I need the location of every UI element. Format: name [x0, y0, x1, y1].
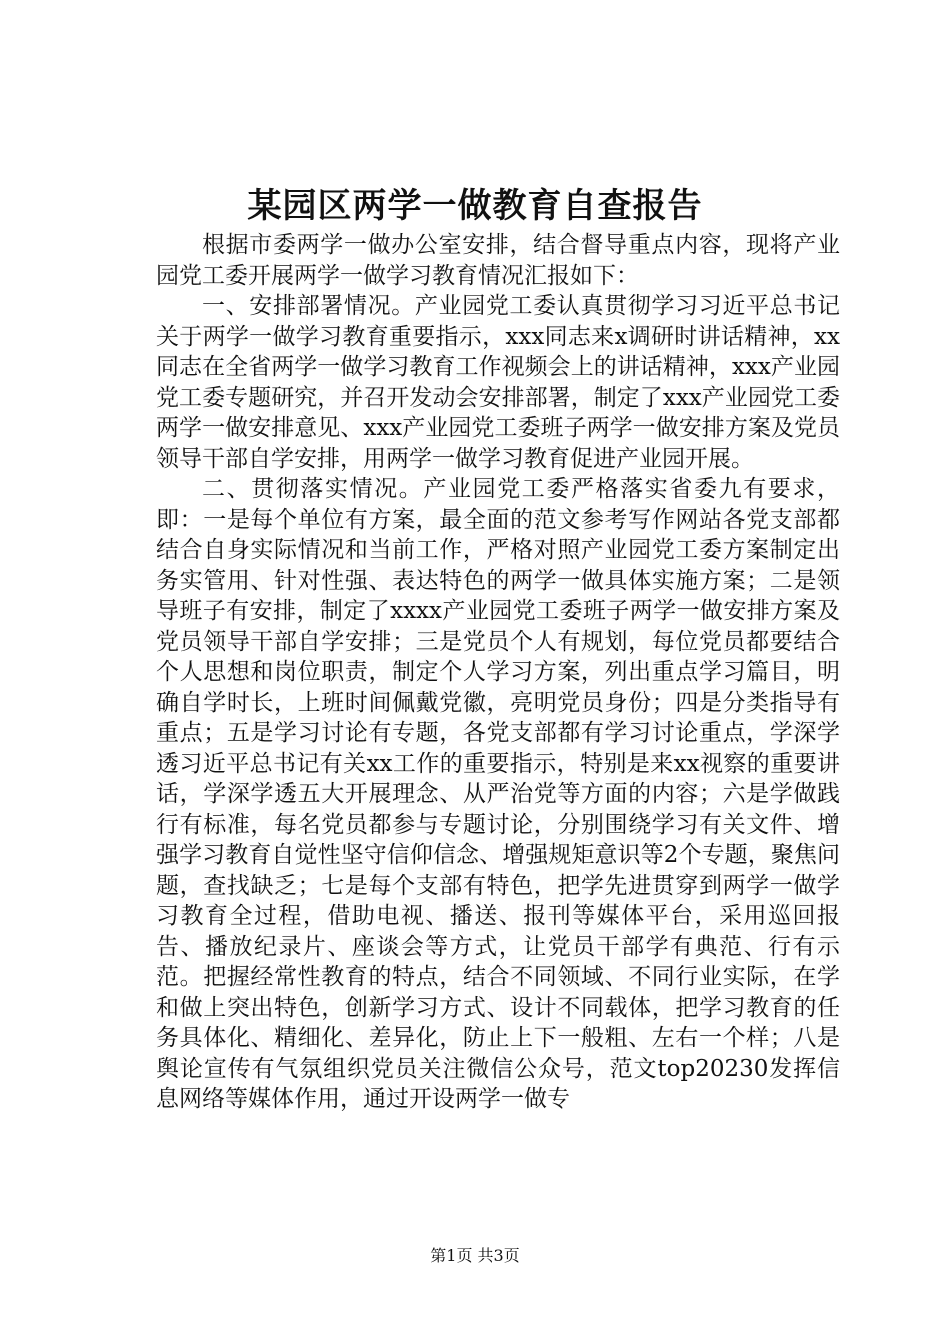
intro-paragraph: 根据市委两学一做办公室安排，结合督导重点内容，现将产业园党工委开展两学一做学习教育情况汇报如下：: [156, 232, 840, 289]
page-number-footer: 第1页 共3页: [430, 1246, 520, 1265]
section-one-paragraph: 一、安排部署情况。产业园党工委认真贯彻学习习近平总书记关于两学一做学习教育重要指示，xxx同志来x调研时讲话精神，xx同志在全省两学一做学习教育工作视频会上的讲话精神，xxx产业园党工委专题研究，并召开发动会安排部署，制定了xxx产业园党工委两学一做安排意见、xxx产业园党工委班子两学一做安排方案及党员领导干部自学安排，用两学一做学习教育促进产业园开展。: [156, 293, 840, 472]
section-two-paragraph: 二、贯彻落实情况。产业园党工委严格落实省委九有要求，即：一是每个单位有方案，最全面的范文参考写作网站各党支部都结合自身实际情况和当前工作，严格对照产业园党工委方案制定出务实管用、针对性强、表达特色的两学一做具体实施方案；二是领导班子有安排，制定了xxxx产业园党工委班子两学一做安排方案及党员领导干部自学安排；三是党员个人有规划，每位党员都要结合个人思想和岗位职责，制定个人学习方案，列出重点学习篇目，明确自学时长，上班时间佩戴党徽，亮明党员身份；四是分类指导有重点；五是学习讨论有专题，各党支部都有学习讨论重点，学深学透习近平总书记有关xx工作的重要指示，特别是来xx视察的重要讲话，学深学透五大开展理念、从严治党等方面的内容；六是学做践行有标准，每名党员都参与专题讨论，分别围绕学习有关文件、增强学习教育自觉性坚守信仰信念、增强规矩意识等2个专题，聚焦问题，查找缺乏；七是每个支部有特色，把学先进贯穿到两学一做学习教育全过程，借助电视、播送、报刊等媒体平台，采用巡回报告、播放纪录片、座谈会等方式，让党员干部学有典范、行有示范。把握经常性教育的特点，结合不同领域、不同行业实际，在学和做上突出特色，创新学习方式、设计不同载体，把学习教育的任务具体化、精细化、差异化，防止上下一般粗、左右一个样；八是舆论宣传有气氛组织党员关注微信公众号，范文top20230发挥信息网络等媒体作用，通过开设两学一做专: [156, 476, 840, 1112]
document-body: [156, 230, 840, 1115]
document-title: 某园区两学一做教育自查报告: [247, 186, 703, 226]
